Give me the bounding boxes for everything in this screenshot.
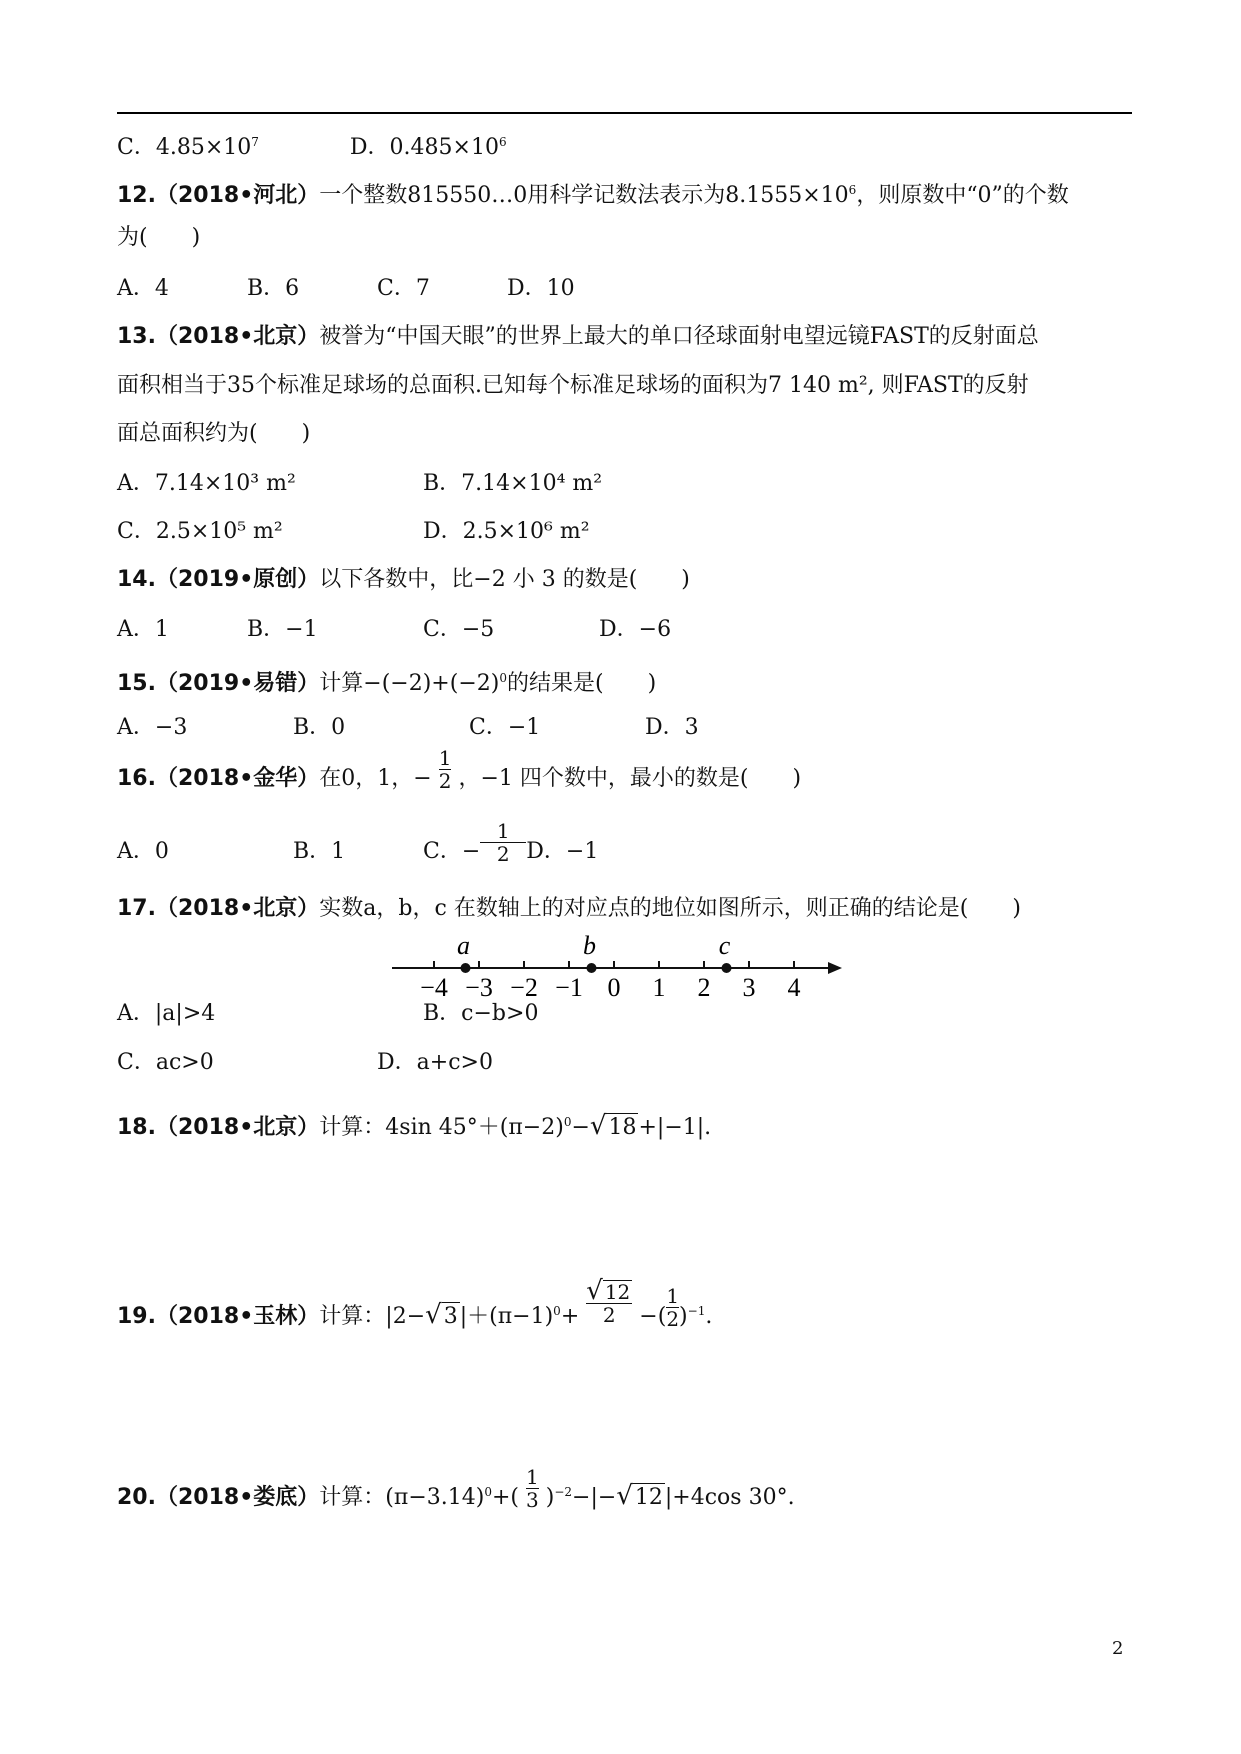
arrow-head-icon xyxy=(828,962,842,974)
question-14: 14.（2019•原创）以下各数中，比−2 小 3 的数是( ) xyxy=(117,567,690,592)
tick-label: −2 xyxy=(510,973,538,1002)
number-line-figure xyxy=(390,928,850,1008)
tick-label: −3 xyxy=(465,973,493,1002)
tick-label: 2 xyxy=(697,973,711,1002)
question-16: 16.（2018•金华）在0，1，− $\frac{1}{2}$ ，−1 四个数中，最小的数是( ) xyxy=(117,745,802,793)
tick-label: 4 xyxy=(787,973,801,1002)
question-15-options: A．−3 B．0 C．−1 D．3 xyxy=(117,715,699,740)
question-17-options-ab: A．|a|>4 B．c−b>0 xyxy=(117,1001,539,1026)
fraction: $\frac{1}{2}$ xyxy=(438,745,452,793)
q11-options xyxy=(117,128,507,162)
fraction: $\frac{√ 12}{2}$ xyxy=(586,1276,631,1328)
option-d: D．$0.485\times 10^6$ xyxy=(349,135,507,161)
question-14-options: A．1 B．−1 C．−5 D．−6 xyxy=(117,617,672,642)
question-13-line2: 面积相当于35个标准足球场的总面积.已知每个标准足球场的面积为7 140 m², 则FAST的反射 xyxy=(117,373,1029,398)
fraction: $\frac{1}{3}$ xyxy=(526,1464,539,1512)
point-a xyxy=(461,963,471,973)
question-13-options-cd: C．2.5×10⁵ m² D．2.5×10⁶ m² xyxy=(117,519,590,544)
tick-label: 1 xyxy=(652,973,666,1002)
question-13-line3: 面总面积约为( ) xyxy=(117,421,311,446)
question-12-options: A．4 B．6 C．7 D．10 xyxy=(117,276,575,301)
fraction: $\frac{1}{2}$ xyxy=(480,820,526,865)
question-12-line2: 为( ) xyxy=(117,225,201,250)
question-13: 13.（2018•北京）被誉为“中国天眼”的世界上最大的单口径球面射电望远镜FAST的反射面总 xyxy=(117,324,1039,349)
point-label-b: b xyxy=(583,931,596,960)
question-17-options-cd: C．ac>0 D．a+c>0 xyxy=(117,1050,493,1075)
tick-label: −4 xyxy=(420,973,448,1002)
question-17: 17.（2018•北京）实数a，b，c 在数轴上的对应点的地位如图所示，则正确的结论是( ) xyxy=(117,896,1021,921)
question-16-options: A．0 B．1 C．− $\frac{1}{2}$ D．−1 xyxy=(117,818,599,866)
question-19: 19.（2018•玉林）计算：$|2-√3|+(\pi-1)^0+$ $\frac{√ 12}{2}$ −( $\frac{1}{2}$ )$^{-1}$. xyxy=(117,1276,713,1331)
page-number: 2 xyxy=(1112,1638,1124,1659)
question-20: 20.（2018•娄底）计算：$(\pi-3.14)^0+$( $\frac{1}{3}$ )$^{-2}$−|−√12|+4cos 30°. xyxy=(117,1464,795,1512)
question-12: 12.（2018•河北）一个整数815550…0用科学记数法表示为$8.1555\times 10^6$，则原数中“0”的个数 xyxy=(117,183,1069,209)
point-label-a: a xyxy=(457,931,470,960)
header-rule xyxy=(117,112,1132,114)
tick-label: 0 xyxy=(607,973,621,1002)
fraction: $\frac{1}{2}$ xyxy=(666,1283,680,1331)
question-15: 15.（2019•易错）计算$-(-2)+(-2)^0$的结果是( ) xyxy=(117,671,657,697)
question-18: 18.（2018•北京）计算：4sin $45^\circ+(\pi-2)^0-√18+|-1|$. xyxy=(117,1111,712,1142)
question-13-options-ab: A．7.14×10³ m² B．7.14×10⁴ m² xyxy=(117,471,603,496)
point-b xyxy=(587,963,597,973)
point-c xyxy=(722,963,732,973)
tick-label: −1 xyxy=(555,973,583,1002)
tick-label: 3 xyxy=(742,973,756,1002)
point-label-c: c xyxy=(718,931,731,960)
option-c: C．$4.85\times 10^7$ xyxy=(117,135,259,161)
